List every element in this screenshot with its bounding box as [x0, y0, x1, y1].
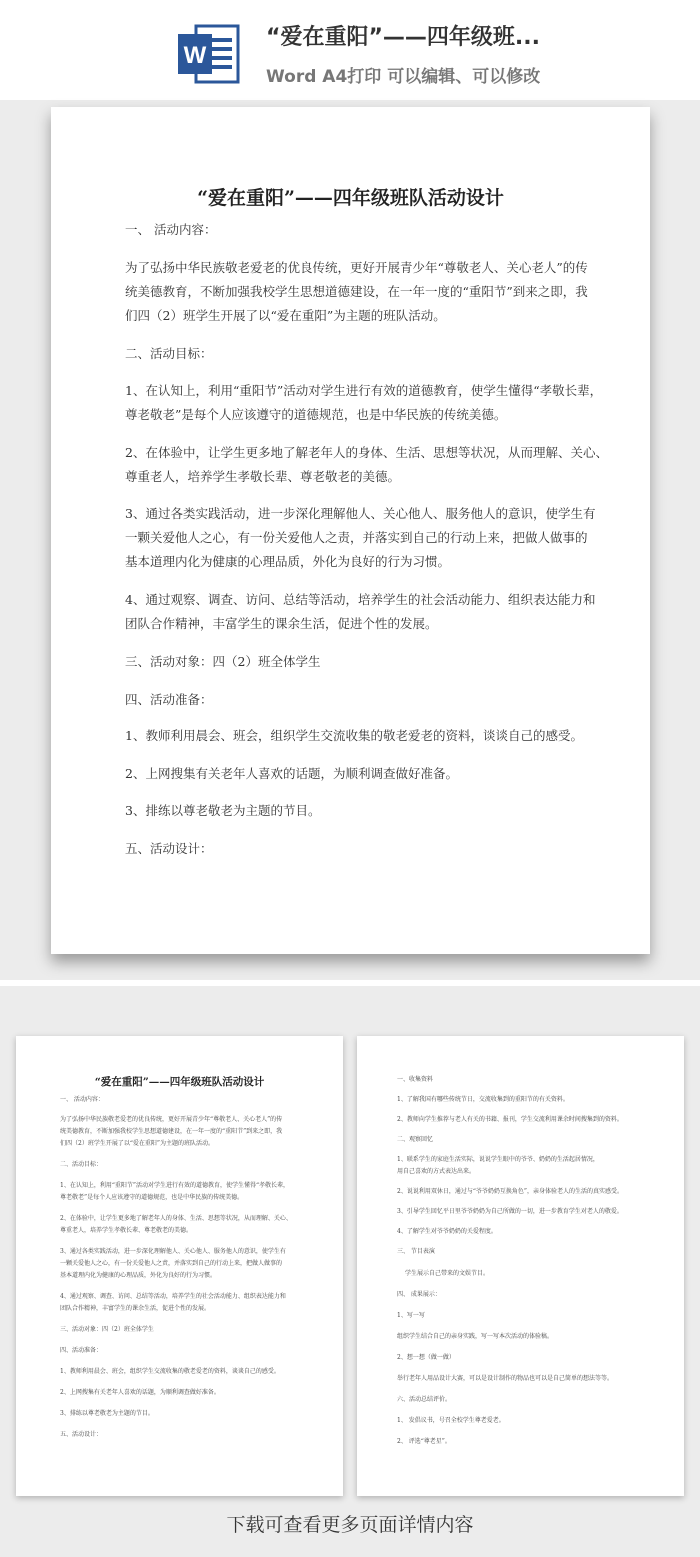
paragraph-line: 3、通过各类实践活动，进一步深化理解他人、关心他人、服务他人的意识，使学生有: [125, 506, 596, 521]
thumbnail-line: 四、 成果展示：: [397, 1291, 441, 1298]
thumbnail-line: 2、在体验中，让学生更多地了解老年人的身体、生活、思想等状况，从而理解、关心、: [60, 1215, 292, 1222]
thumbnail-line: 一、 活动内容：: [60, 1096, 104, 1103]
thumbnail-line: 团队合作精神，丰富学生的课余生活，促进个性的发展。: [60, 1305, 211, 1312]
paragraph-line: 基本道理内化为健康的心理品质，外化为良好的行为习惯。: [125, 554, 451, 569]
thumbnail-line: 们四（2）班学生开展了以“爱在重阳”为主题的班队活动。: [60, 1140, 214, 1147]
thumbnail-line: 用自己喜欢的方式表达出来。: [397, 1168, 476, 1175]
paragraph-line: 3、排练以尊老敬老为主题的节目。: [125, 803, 321, 818]
section-heading: 一、 活动内容：: [125, 222, 217, 237]
paragraph-line: 2、在体验中，让学生更多地了解老年人的身体、生活、思想等状况，从而理解、关心、: [125, 445, 608, 460]
header: [0, 0, 700, 100]
paragraph-line: 统美德教育，不断加强我校学生思想道德建设，在一年一度的“重阳节”到来之即，我: [125, 284, 588, 299]
page-title: “爱在重阳”——四年级班队活动设计: [197, 187, 504, 209]
section-heading: 二、活动目标：: [125, 346, 213, 361]
section-heading: 五、活动设计：: [125, 841, 213, 856]
thumbnail-page-1[interactable]: [16, 1036, 343, 1496]
thumbnail-line: 三、活动对象：四（2）班全体学生: [60, 1326, 154, 1333]
paragraph-line: 尊老敬老”是每个人应该遵守的道德规范，也是中华民族的传统美德。: [125, 407, 507, 422]
doc-title: “爱在重阳”——四年级班...: [266, 25, 540, 50]
thumbnail-line: 为了弘扬中华民族敬老爱老的优良传统，更好开展青少年“尊敬老人、关心老人”的传: [60, 1116, 283, 1123]
thumbnail-line: 二、活动目标：: [60, 1161, 103, 1168]
thumbnail-line: 四、活动准备：: [60, 1347, 103, 1354]
thumbnail-line: 1、 发倡议书，号召全校学生尊老爱老。: [397, 1417, 505, 1424]
thumbnail-line: 3、通过各类实践活动，进一步深化理解他人、关心他人、服务他人的意识，使学生有: [60, 1248, 286, 1255]
thumbnail-line: 2、 评选“尊老星”。: [397, 1438, 451, 1445]
thumbnail-line: 1、在认知上，利用“重阳节”活动对学生进行有效的道德教育，使学生懂得“孝敬长辈，: [60, 1182, 290, 1189]
word-icon-letter: W: [183, 42, 207, 69]
thumbnail-line: 基本道理内化为健康的心理品质，外化为良好的行为习惯。: [60, 1272, 217, 1279]
paragraph-line: 2、上网搜集有关老年人喜欢的话题，为顺利调查做好准备。: [125, 766, 458, 781]
thumbnail-line: 三、 节目表演: [397, 1248, 435, 1255]
thumbnail-line: 4、了解学生对爷爷奶奶的关爱程度。: [397, 1228, 497, 1235]
thumbnail-line: 尊老敬老”是每个人应该遵守的道德规范，也是中华民族的传统美德。: [60, 1194, 244, 1201]
paragraph-line: 为了弘扬中华民族敬老爱老的优良传统，更好开展青少年“尊敬老人、关心老人”的传: [125, 260, 588, 275]
word-icon: [176, 22, 240, 86]
section-heading: 三、活动对象：四（2）班全体学生: [125, 654, 321, 669]
thumbnail-line: 尊重老人，培养学生孝敬长辈、尊老敬老的美德。: [60, 1227, 193, 1234]
thumbnail-title: “爱在重阳”——四年级班队活动设计: [94, 1076, 265, 1088]
thumbnail-line: 组织学生结合自己的亲身实践，写一写本次活动的体验稿。: [397, 1333, 554, 1340]
thumbnail-line: 3、排练以尊老敬老为主题的节目。: [60, 1410, 154, 1417]
thumbnail-line: 1、联系学生的家庭生活实际，说说学生眼中的爷爷、奶奶的生活起居情况，: [397, 1156, 599, 1163]
thumbnail-line: 2、教师向学生推荐与老人有关的书籍、报刊，学生交流利用课余时间搜集到的资料。: [397, 1116, 623, 1123]
thumbnail-line: 1、了解我国有哪些传统节日，交流收集到的重阳节的有关资料。: [397, 1096, 569, 1103]
paragraph-line: 1、在认知上，利用“重阳节”活动对学生进行有效的道德教育，使学生懂得“孝敬长辈，: [125, 383, 603, 398]
thumbnail-line: 六、活动总结评价。: [397, 1396, 452, 1403]
section-heading: 四、活动准备：: [125, 692, 213, 707]
paragraph-line: 团队合作精神，丰富学生的课余生活，促进个性的发展。: [125, 616, 438, 631]
paragraph-line: 一颗关爱他人之心，有一份关爱他人之责，并落实到自己的行动上来，把做人做事的: [125, 530, 588, 545]
thumbnail-line: 1、教师利用晨会、班会，组织学生交流收集的敬老爱老的资料，谈谈自己的感受。: [60, 1368, 280, 1375]
thumbnail-line: 1、写一写: [397, 1312, 425, 1319]
thumbnail-line: 一、收集资料: [397, 1076, 434, 1083]
doc-subtitle: Word A4打印 可以编辑、可以修改: [266, 67, 541, 87]
download-prompt[interactable]: 下载可查看更多页面详情内容: [226, 1514, 474, 1536]
thumbnail-line: 五、活动设计：: [60, 1431, 103, 1438]
thumbnail-line: 2、上网搜集有关老年人喜欢的话题，为顺利调查做好准备。: [60, 1389, 220, 1396]
thumbnail-line: 举行老年人用品设计大赛，可以是设计制作的物品也可以是自己简单的想法等等。: [397, 1375, 614, 1382]
thumbnail-line: 统美德教育，不断加强我校学生思想道德建设，在一年一度的“重阳节”到来之即，我: [60, 1128, 283, 1135]
thumbnail-line: 二、观察回忆: [397, 1136, 434, 1143]
thumbnail-line: 一颗关爱他人之心，有一份关爱他人之责，并落实到自己的行动上来，把做人做事的: [60, 1260, 283, 1267]
paragraph-line: 1、教师利用晨会、班会，组织学生交流收集的敬老爱老的资料，谈谈自己的感受。: [125, 728, 583, 743]
thumbnail-line: 3、引导学生回忆平日里爷爷奶奶为自己所做的一切，进一步教育学生对老人的敬爱。: [397, 1208, 623, 1215]
paragraph-line: 4、通过观察、调查、访问、总结等活动，培养学生的社会活动能力、组织表达能力和: [125, 592, 596, 607]
thumbnail-line: 4、通过观察、调查、访问、总结等活动，培养学生的社会活动能力、组织表达能力和: [60, 1293, 286, 1300]
thumbnail-page-2[interactable]: [357, 1036, 684, 1496]
paragraph-line: 们四（2）班学生开展了以“爱在重阳”为主题的班队活动。: [125, 308, 446, 323]
thumbnail-line: 学生展示自己带来的文娱节目。: [405, 1270, 490, 1277]
thumbnail-line: 2、想一想（做一做）: [397, 1354, 455, 1361]
paragraph-line: 尊重老人，培养学生孝敬长辈、尊老敬老的美德。: [125, 469, 401, 484]
main-page: [51, 107, 650, 954]
thumbnail-line: 2、说说利用双休日，通过与“爷爷奶奶互换角色”，亲身体验老人的生活的真实感受。: [397, 1188, 623, 1195]
